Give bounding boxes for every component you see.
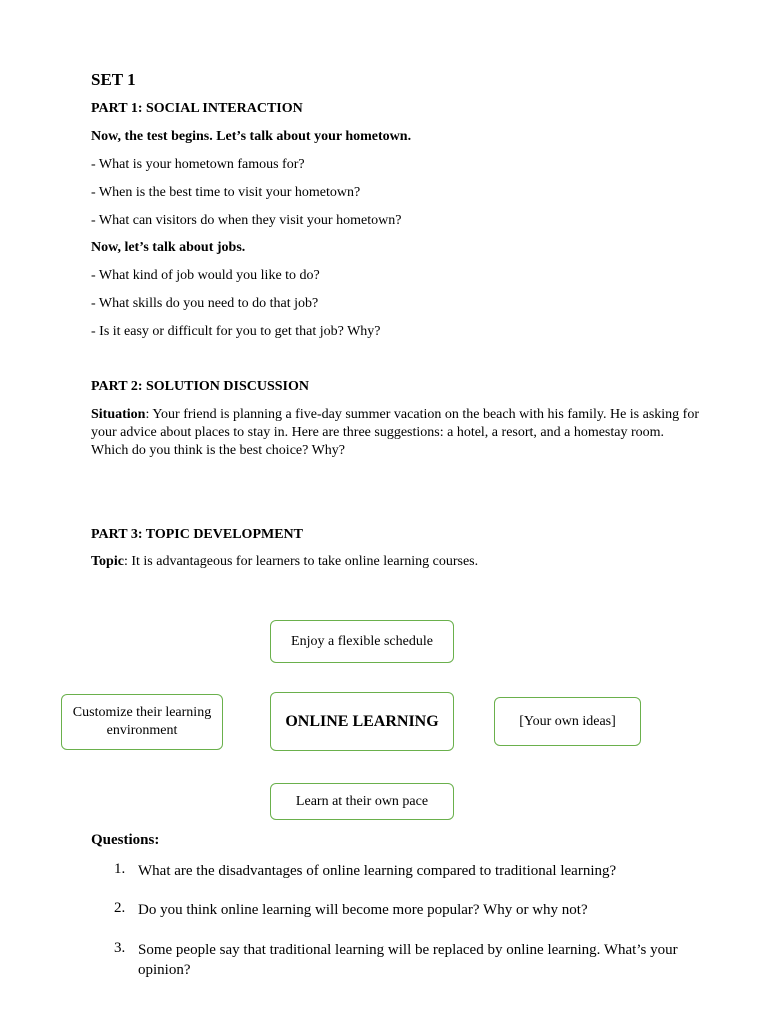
question-text: Some people say that traditional learning will be replaced by online learning. What’s your opinion? bbox=[138, 942, 678, 978]
center-topic-box: ONLINE LEARNING bbox=[270, 692, 454, 751]
hometown-question: - When is the best time to visit your hometown? bbox=[91, 185, 361, 200]
question-number: 2. bbox=[114, 900, 126, 916]
part2-title: PART 2: SOLUTION DISCUSSION bbox=[91, 379, 309, 394]
part1-title: PART 1: SOCIAL INTERACTION bbox=[91, 101, 303, 116]
situation-text: : Your friend is planning a five-day summer vacation on the beach with his family. He is asking for your advice about places to stay in. Here are three suggestions: a hotel, a resort, and a homestay room. Which do you think is the best choice? Why? bbox=[91, 407, 699, 458]
situation-label: Situation bbox=[91, 407, 146, 422]
hometown-question: - What can visitors do when they visit your hometown? bbox=[91, 213, 402, 228]
jobs-question: - What skills do you need to do that job? bbox=[91, 296, 319, 311]
questions-title: Questions: bbox=[91, 832, 160, 848]
topic-label: Topic bbox=[91, 554, 124, 569]
part1-intro-hometown: Now, the test begins. Let’s talk about your hometown. bbox=[91, 129, 412, 144]
topic-text: : It is advantageous for learners to take online learning courses. bbox=[123, 554, 479, 569]
topic-line bbox=[91, 553, 478, 571]
question-text: What are the disadvantages of online learning compared to traditional learning? bbox=[138, 863, 617, 879]
hometown-question: - What is your hometown famous for? bbox=[91, 157, 305, 172]
part1-intro-jobs: Now, let’s talk about jobs. bbox=[91, 240, 246, 255]
question-number: 3. bbox=[114, 940, 126, 956]
set-title: SET 1 bbox=[91, 70, 136, 89]
jobs-question: - Is it easy or difficult for you to get that job? Why? bbox=[91, 324, 381, 339]
question-text: Do you think online learning will become more popular? Why or why not? bbox=[138, 902, 588, 918]
jobs-question: - What kind of job would you like to do? bbox=[91, 268, 320, 283]
idea-box-left: Customize their learning environment bbox=[61, 694, 223, 750]
question-number: 1. bbox=[114, 861, 126, 877]
part3-title: PART 3: TOPIC DEVELOPMENT bbox=[91, 527, 303, 542]
idea-box-bottom: Learn at their own pace bbox=[270, 783, 454, 820]
situation-paragraph bbox=[91, 406, 701, 460]
idea-box-right: [Your own ideas] bbox=[494, 697, 641, 746]
idea-box-top: Enjoy a flexible schedule bbox=[270, 620, 454, 663]
